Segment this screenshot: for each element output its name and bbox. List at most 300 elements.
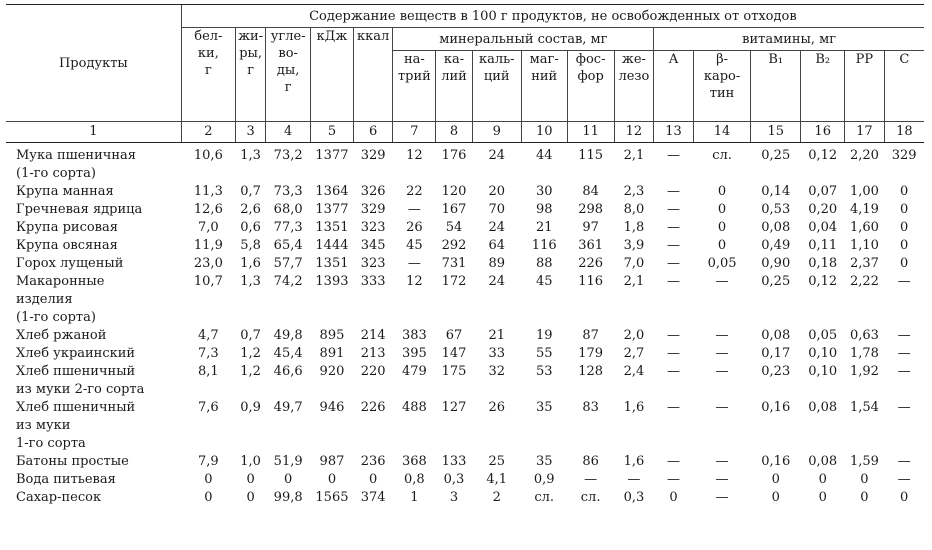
value-cell: 32 — [488, 364, 506, 379]
value-cell: 323 — [360, 256, 386, 271]
value-cell: 0,08 — [808, 454, 838, 469]
table-row — [6, 183, 924, 201]
value-cell: 12 — [406, 148, 423, 163]
value-cell: 1,6 — [623, 400, 645, 415]
value-cell: — — [667, 202, 681, 217]
header-line: фор — [577, 69, 604, 84]
value-cell: 0,53 — [761, 202, 791, 217]
header-cell — [311, 28, 354, 122]
value-cell: — — [897, 454, 911, 469]
value-cell: 65,4 — [273, 238, 303, 253]
header-line: лий — [441, 69, 467, 84]
table-row — [6, 327, 924, 345]
value-cell: 1,3 — [240, 274, 261, 289]
value-cell: 98 — [535, 202, 553, 217]
value-cell: 0,12 — [808, 274, 838, 289]
value-cell: 2,6 — [240, 202, 261, 217]
header-cell — [567, 51, 614, 122]
product-name — [6, 345, 181, 363]
value-cell: 87 — [582, 328, 599, 343]
value-cell: 488 — [401, 400, 427, 415]
value-cell: 361 — [578, 238, 604, 253]
header-line: бел- — [194, 29, 223, 44]
value-cell: 24 — [488, 274, 506, 289]
value-cell: 1,78 — [849, 346, 879, 361]
value-cell: 1377 — [315, 202, 349, 217]
table-row — [6, 143, 924, 184]
value-cell: 236 — [360, 454, 386, 469]
value-cell: 0 — [899, 202, 909, 217]
value-cell: 53 — [535, 364, 553, 379]
value-cell: 0 — [899, 256, 909, 271]
value-cell: 120 — [441, 184, 467, 199]
column-number: 4 — [266, 122, 311, 143]
value-cell: 0 — [717, 184, 727, 199]
value-cell: 0,3 — [623, 490, 645, 505]
product-name — [6, 471, 181, 489]
table-row — [6, 399, 924, 453]
value-cell: 0 — [204, 472, 213, 487]
value-cell: 7,6 — [198, 400, 219, 415]
value-cell: 2,22 — [849, 274, 879, 289]
value-cell: 0,63 — [849, 328, 879, 343]
header-line: кДж — [316, 29, 348, 44]
value-cell: 45,4 — [273, 346, 303, 361]
column-number: 5 — [311, 122, 354, 143]
value-cell: сл. — [580, 490, 601, 505]
vitamins-header: витамины, мг — [654, 28, 924, 51]
value-cell: — — [667, 256, 681, 271]
value-cell: 30 — [535, 184, 553, 199]
value-cell: — — [715, 364, 729, 379]
header-line: тин — [709, 86, 735, 101]
value-cell: 1,60 — [849, 220, 879, 235]
column-number: 9 — [472, 122, 521, 143]
value-cell: — — [667, 364, 681, 379]
value-cell: 73,3 — [273, 184, 303, 199]
value-cell: 374 — [360, 490, 386, 505]
value-cell: 1,6 — [240, 256, 261, 271]
header-line: каль- — [478, 52, 515, 67]
value-cell: 0 — [771, 472, 780, 487]
product-name-line: 1-го сорта — [16, 436, 86, 451]
value-cell: 0,04 — [808, 220, 838, 235]
value-cell: 220 — [360, 364, 386, 379]
value-cell: — — [667, 274, 681, 289]
column-number: 8 — [436, 122, 473, 143]
value-cell: 326 — [360, 184, 386, 199]
table-row — [6, 363, 924, 399]
value-cell: 3,9 — [623, 238, 645, 253]
value-cell: 0 — [717, 238, 727, 253]
header-line: ки, — [197, 46, 219, 61]
value-cell: 214 — [360, 328, 386, 343]
header-cell — [845, 51, 885, 122]
value-cell: 946 — [319, 400, 345, 415]
value-cell: 0,17 — [761, 346, 791, 361]
header-line: г — [284, 80, 292, 95]
table-row — [6, 219, 924, 237]
column-number-row — [6, 122, 924, 143]
header-line: ды, — [276, 63, 300, 78]
value-cell: 22 — [406, 184, 423, 199]
product-name-line: из муки — [16, 418, 71, 433]
value-cell: 1,54 — [849, 400, 879, 415]
value-cell: 175 — [441, 364, 467, 379]
value-cell: 2,37 — [849, 256, 879, 271]
value-cell: 176 — [441, 148, 467, 163]
header-line: ций — [483, 69, 510, 84]
value-cell: 1,2 — [240, 346, 261, 361]
value-cell: — — [897, 328, 911, 343]
value-cell: 19 — [535, 328, 553, 343]
product-name-line: из муки 2-го сорта — [16, 382, 145, 397]
value-cell: 49,7 — [273, 400, 303, 415]
value-cell: сл. — [712, 148, 732, 163]
value-cell: 0 — [327, 472, 337, 487]
header-line: лезо — [618, 69, 650, 84]
value-cell: 0,9 — [533, 472, 555, 487]
product-name — [6, 453, 181, 471]
header-line: B₁ — [768, 52, 784, 67]
value-cell: 298 — [578, 202, 604, 217]
product-name-line: Гречневая ядрица — [16, 202, 143, 217]
value-cell: 0,23 — [761, 364, 791, 379]
table-row — [6, 237, 924, 255]
value-cell: — — [667, 472, 681, 487]
value-cell: 0,08 — [761, 328, 791, 343]
value-cell: 1 — [410, 490, 419, 505]
column-number: 14 — [693, 122, 750, 143]
value-cell: 84 — [582, 184, 599, 199]
column-number: 16 — [801, 122, 845, 143]
value-cell: 0,05 — [707, 256, 737, 271]
value-cell: 0 — [717, 220, 727, 235]
header-line: на- — [403, 52, 425, 67]
value-cell: — — [407, 202, 421, 217]
value-cell: — — [897, 400, 911, 415]
header-line: во- — [278, 46, 298, 61]
value-cell: — — [715, 346, 729, 361]
header-line: трий — [397, 69, 431, 84]
value-cell: 128 — [578, 364, 604, 379]
value-cell: 1,92 — [849, 364, 879, 379]
table-row — [6, 201, 924, 219]
header-cell — [521, 51, 567, 122]
column-number: 15 — [751, 122, 801, 143]
value-cell: 0 — [284, 472, 293, 487]
value-cell: 44 — [535, 148, 553, 163]
value-cell: 0,07 — [808, 184, 838, 199]
product-name-line: Сахар-песок — [16, 490, 102, 505]
value-cell: 0,3 — [443, 472, 465, 487]
value-cell: 89 — [488, 256, 506, 271]
header-cell — [353, 28, 393, 122]
column-number: 10 — [521, 122, 567, 143]
value-cell: — — [897, 346, 911, 361]
value-cell: 0,05 — [808, 328, 838, 343]
minerals-header: минеральный состав, мг — [393, 28, 654, 51]
products-header: Продукты — [6, 5, 181, 122]
value-cell: 329 — [891, 148, 917, 163]
header-line: ры, — [239, 46, 263, 61]
value-cell: 10,7 — [193, 274, 223, 289]
value-cell: 127 — [441, 400, 467, 415]
product-name-line: (1-го сорта) — [16, 310, 96, 325]
header-line: ккал — [357, 29, 390, 44]
value-cell: 0 — [246, 490, 255, 505]
table-row — [6, 453, 924, 471]
value-cell: 0,25 — [761, 148, 791, 163]
value-cell: — — [715, 328, 729, 343]
value-cell: 116 — [531, 238, 557, 253]
column-number: 6 — [353, 122, 393, 143]
value-cell: 329 — [360, 202, 386, 217]
value-cell: 57,7 — [273, 256, 303, 271]
column-number: 7 — [393, 122, 436, 143]
value-cell: сл. — [534, 490, 555, 505]
table-row — [6, 273, 924, 327]
column-number: 11 — [567, 122, 614, 143]
value-cell: 323 — [360, 220, 386, 235]
value-cell: — — [897, 472, 911, 487]
value-cell: 8,1 — [198, 364, 219, 379]
value-cell: 133 — [441, 454, 467, 469]
value-cell: 0 — [771, 490, 780, 505]
product-name-line: Макаронные — [16, 274, 105, 289]
value-cell: 115 — [578, 148, 604, 163]
header-line: A — [668, 52, 679, 67]
value-cell: 8,0 — [623, 202, 645, 217]
value-cell: 2 — [492, 490, 501, 505]
header-line: угле- — [270, 29, 306, 44]
value-cell: 35 — [535, 454, 553, 469]
header-cell — [654, 51, 694, 122]
value-cell: 49,8 — [273, 328, 303, 343]
value-cell: 1364 — [315, 184, 349, 199]
value-cell: 24 — [488, 148, 506, 163]
product-name-line: Крупа овсяная — [16, 238, 118, 253]
value-cell: 26 — [488, 400, 506, 415]
value-cell: 0 — [899, 220, 909, 235]
header-cell — [436, 51, 473, 122]
product-name — [6, 255, 181, 273]
value-cell: 179 — [578, 346, 604, 361]
value-cell: 1351 — [315, 256, 349, 271]
value-cell: 2,20 — [849, 148, 879, 163]
value-cell: 116 — [578, 274, 604, 289]
table-row — [6, 471, 924, 489]
value-cell: — — [407, 256, 421, 271]
product-name — [6, 183, 181, 201]
value-cell: — — [584, 472, 598, 487]
value-cell: 54 — [445, 220, 463, 235]
value-cell: 7,0 — [623, 256, 645, 271]
value-cell: 226 — [360, 400, 386, 415]
product-name-line: (1-го сорта) — [16, 166, 96, 181]
value-cell: 0,7 — [240, 328, 261, 343]
value-cell: 1565 — [315, 490, 349, 505]
header-line: фос- — [575, 52, 606, 67]
value-cell: 1,0 — [240, 454, 261, 469]
value-cell: 45 — [406, 238, 423, 253]
table-row — [6, 345, 924, 363]
value-cell: 0,8 — [404, 472, 425, 487]
value-cell: 21 — [535, 220, 553, 235]
value-cell: 0 — [899, 490, 909, 505]
value-cell: 20 — [488, 184, 506, 199]
value-cell: — — [715, 490, 729, 505]
value-cell: 74,2 — [273, 274, 303, 289]
value-cell: 395 — [401, 346, 427, 361]
value-cell: 226 — [578, 256, 604, 271]
product-name-line: Хлеб пшеничный — [16, 400, 136, 415]
value-cell: 2,3 — [623, 184, 645, 199]
value-cell: 99,8 — [273, 490, 303, 505]
value-cell: 68,0 — [273, 202, 303, 217]
header-line: каро- — [703, 69, 741, 84]
value-cell: — — [897, 274, 911, 289]
value-cell: 4,7 — [198, 328, 219, 343]
value-cell: 891 — [319, 346, 345, 361]
value-cell: 2,0 — [623, 328, 645, 343]
product-name-line: Горох лущеный — [16, 256, 124, 271]
value-cell: 35 — [535, 400, 553, 415]
value-cell: 0 — [369, 472, 378, 487]
column-number: 17 — [845, 122, 885, 143]
value-cell: 70 — [488, 202, 506, 217]
value-cell: 0 — [899, 238, 909, 253]
value-cell: 0,6 — [240, 220, 261, 235]
value-cell: — — [667, 346, 681, 361]
header-line: жи- — [238, 29, 264, 44]
value-cell: 0,7 — [240, 184, 261, 199]
value-cell: 1,2 — [240, 364, 261, 379]
value-cell: 0,14 — [761, 184, 791, 199]
value-cell: 213 — [360, 346, 386, 361]
header-line: B₂ — [815, 52, 831, 67]
value-cell: 292 — [441, 238, 467, 253]
value-cell: 731 — [441, 256, 467, 271]
value-cell: — — [667, 220, 681, 235]
value-cell: 7,0 — [198, 220, 219, 235]
value-cell: 0,49 — [761, 238, 791, 253]
value-cell: 1444 — [315, 238, 349, 253]
column-number: 12 — [614, 122, 654, 143]
value-cell: 4,1 — [486, 472, 508, 487]
value-cell: 11,9 — [193, 238, 223, 253]
product-name — [6, 327, 181, 345]
value-cell: — — [667, 148, 681, 163]
value-cell: 329 — [360, 148, 386, 163]
value-cell: 0,10 — [808, 346, 838, 361]
value-cell: 0,16 — [761, 454, 791, 469]
value-cell: 86 — [582, 454, 599, 469]
value-cell: 46,6 — [273, 364, 303, 379]
value-cell: 1,6 — [623, 454, 645, 469]
value-cell: 7,9 — [198, 454, 219, 469]
value-cell: 0,11 — [808, 238, 838, 253]
value-cell: 10,6 — [193, 148, 223, 163]
value-cell: 0,10 — [808, 364, 838, 379]
header-cell — [801, 51, 845, 122]
value-cell: 1351 — [315, 220, 349, 235]
value-cell: — — [897, 364, 911, 379]
value-cell: — — [667, 328, 681, 343]
value-cell: 1,8 — [623, 220, 645, 235]
product-name — [6, 143, 181, 184]
value-cell: 0,25 — [761, 274, 791, 289]
value-cell: 23,0 — [193, 256, 223, 271]
value-cell: 97 — [582, 220, 599, 235]
value-cell: 83 — [582, 400, 599, 415]
table-row — [6, 489, 924, 507]
value-cell: 987 — [319, 454, 345, 469]
column-number: 2 — [181, 122, 235, 143]
value-cell: — — [667, 400, 681, 415]
header-cell — [181, 28, 235, 122]
value-cell: 2,1 — [623, 148, 645, 163]
value-cell: — — [715, 472, 729, 487]
value-cell: 0,9 — [240, 400, 261, 415]
value-cell: 77,3 — [273, 220, 303, 235]
value-cell: 4,19 — [849, 202, 879, 217]
product-name — [6, 273, 181, 327]
value-cell: 0 — [818, 490, 827, 505]
value-cell: 0 — [246, 472, 255, 487]
product-name-line: Крупа рисовая — [16, 220, 118, 235]
value-cell: 920 — [319, 364, 345, 379]
product-name — [6, 489, 181, 507]
value-cell: 147 — [441, 346, 467, 361]
value-cell: 1,59 — [849, 454, 879, 469]
header-line: ний — [531, 69, 558, 84]
table-row — [6, 255, 924, 273]
content-header: Содержание веществ в 100 г продуктов, не освобожденных от отходов — [181, 5, 924, 28]
header-line: β- — [716, 52, 729, 67]
header-cell — [393, 51, 436, 122]
value-cell: 51,9 — [273, 454, 303, 469]
value-cell: 0,12 — [808, 148, 838, 163]
product-name-line: Хлеб ржаной — [16, 328, 107, 343]
value-cell: 55 — [535, 346, 553, 361]
product-name-line: изделия — [16, 292, 73, 307]
value-cell: 895 — [319, 328, 345, 343]
header-cell — [266, 28, 311, 122]
value-cell: 12,6 — [193, 202, 223, 217]
value-cell: 172 — [441, 274, 467, 289]
product-name-line: Батоны простые — [16, 454, 129, 469]
product-name — [6, 399, 181, 453]
value-cell: 1,3 — [240, 148, 261, 163]
header-cell — [235, 28, 265, 122]
value-cell: 67 — [445, 328, 463, 343]
value-cell: — — [715, 274, 729, 289]
product-name-line: Хлеб пшеничный — [16, 364, 136, 379]
header-cell — [693, 51, 750, 122]
header-line: г — [247, 63, 255, 78]
value-cell: 345 — [360, 238, 386, 253]
value-cell: 0 — [899, 184, 909, 199]
value-cell: 0,16 — [761, 400, 791, 415]
product-name-line: Хлеб украинский — [16, 346, 136, 361]
product-name — [6, 219, 181, 237]
value-cell: 333 — [360, 274, 386, 289]
product-name-line: Крупа манная — [16, 184, 114, 199]
value-cell: 383 — [401, 328, 427, 343]
column-number: 1 — [6, 122, 181, 143]
value-cell: 0 — [669, 490, 678, 505]
